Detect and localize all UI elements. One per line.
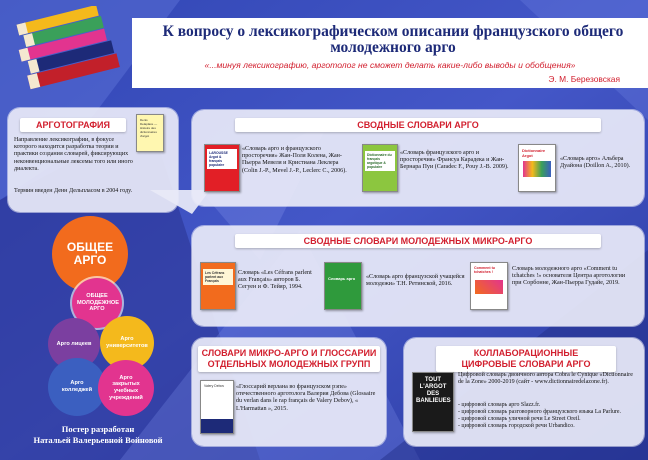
youth-dict-caption-3: Словарь молодежного арго «Comment tu tchatches !» основателя Центра арготологии при Сорбонне, Жан-Пьерра Гудайе, 2019. xyxy=(512,266,626,287)
collab-title-line1: КОЛЛАБОРАЦИОННЫЕ xyxy=(473,348,579,358)
footer-line-1: Постер разработан xyxy=(61,424,135,434)
youth-dict-caption-2: «Словарь арго французской учащейся молодежи» Т.Н. Ретинской, 2016. xyxy=(366,274,465,288)
closed-institutions-argot-label: Арго закрытых учебных учреждений xyxy=(109,374,143,401)
argotography-text: Направление лексикографии, в фокусе которого находится разработка теории и практики создания словарей, фиксирующих неконвенциональные лексемы того или иного диалекта. xyxy=(14,137,133,172)
youth-dictionaries-title: СВОДНЫЕ СЛОВАРИ МОЛОДЕЖНЫХ МИКРО-АРГО xyxy=(235,234,601,248)
general-dictionaries-title: СВОДНЫЕ СЛОВАРИ АРГО xyxy=(235,118,601,132)
collab-bullet-4: - цифровой словарь городской речи Urbandico. xyxy=(458,423,575,429)
argotography-book-cover: Denis Delaplace — Histoire des dictionnaires d'argot xyxy=(136,114,164,152)
larousse-cover: LAROUSSE Argot & français populaire xyxy=(204,144,240,192)
collab-bullet-3: - цифровой словарь уличной речи Le Street Oreil. xyxy=(458,416,581,422)
panel-arrow xyxy=(150,190,210,214)
youth-argot-label: ОБЩЕЕ МОЛОДЕЖНОЕ АРГО xyxy=(77,293,119,313)
banlieues-cover: TOUT L'ARGOT DES BANLIEUES xyxy=(412,372,454,432)
micro-glossaries-caption: «Глоссарий верлана во французском рэпе» отечественного арготолога Валерия Дебова (Glossaire du verlan dans le rap français de Valery Debov), « L'Harmattan », 2015. xyxy=(236,384,376,412)
college-argot-label: Арго колледжей xyxy=(61,380,93,393)
cefrans-cover: Les Céfrans parlent aux Français xyxy=(200,262,236,310)
retinskaya-cover: Словарь арго xyxy=(324,262,362,310)
quote-author: Э. М. Березовская xyxy=(548,74,620,84)
closed-institutions-argot-circle xyxy=(98,360,154,416)
books-stack-icon xyxy=(16,6,128,98)
general-dict-caption-1: «Словарь арго и французского просторечия» Жан-Поля Колена, Жан-Пьерра Мевеля и Кристиана Леклера (Colin J.-P., Mevel J.-P., Leclerc C., 2006). xyxy=(242,146,347,174)
micro-glossaries-title-line1: СЛОВАРИ МИКРО-АРГО И ГЛОССАРИИ xyxy=(201,348,377,358)
collab-title xyxy=(436,346,616,372)
youth-dict-caption-1: Словарь «Les Céfrans parlent aux Français» авторов Б. Сегуен и Ф. Тейяр, 1994. xyxy=(238,270,312,291)
collab-title-line2: ЦИФРОВЫЕ СЛОВАРИ АРГО xyxy=(461,359,591,369)
general-dict-caption-2: «Словарь французского арго и просторечия» Франсуа Карадека и Жан-Бернара Пуи (Caradec F., Pouy J.-B. 2009). xyxy=(400,150,509,171)
university-argot-label: Арго университетов xyxy=(106,336,148,349)
general-argot-label: ОБЩЕЕ АРГО xyxy=(66,240,114,267)
micro-glossaries-title xyxy=(198,346,380,372)
caradec-cover: Dictionnaire du français argotique & populaire xyxy=(362,144,398,192)
doillon-cover: Dictionnaire Argot xyxy=(518,144,556,192)
footer-line-2: Натальей Валерьевной Войновой xyxy=(33,435,163,445)
poster-title: К вопросу о лексикографическом описании французского общего молодежного арго xyxy=(162,23,624,56)
collab-bullet-2: - цифровой словарь разговорного французского языка La Parlure. xyxy=(458,409,621,415)
goudaillier-cover: Comment tu tchatches ! xyxy=(470,262,508,310)
micro-glossaries-title-line2: ОТДЕЛЬНЫХ МОЛОДЕЖНЫХ ГРУПП xyxy=(207,359,371,369)
argotography-title: АРГОТОГРАФИЯ xyxy=(20,118,126,132)
general-dict-caption-3: «Словарь арго» Альбера Дуайона (Doillon A., 2010). xyxy=(560,156,631,170)
quote-text: «...минуя лексикографию, арготолог не сможет делать какие-либо выводы и обобщения» xyxy=(204,60,576,70)
lyceum-argot-label: Арго лицеев xyxy=(56,340,92,347)
collab-main-text: Цифровой словарь двоичного автора Cobra le Cynique «Dictionnaire de la Zone» 2000-2019 (сайт - www.dictionnairedelazone.fr). xyxy=(458,372,633,386)
debov-cover: Valery Debov xyxy=(200,380,234,434)
argotography-term-note: Термин введен Денн Дельпласом в 2004 году. xyxy=(14,188,133,194)
collab-bullet-1: - цифровой словарь арго Slazz.fr. xyxy=(458,402,541,408)
